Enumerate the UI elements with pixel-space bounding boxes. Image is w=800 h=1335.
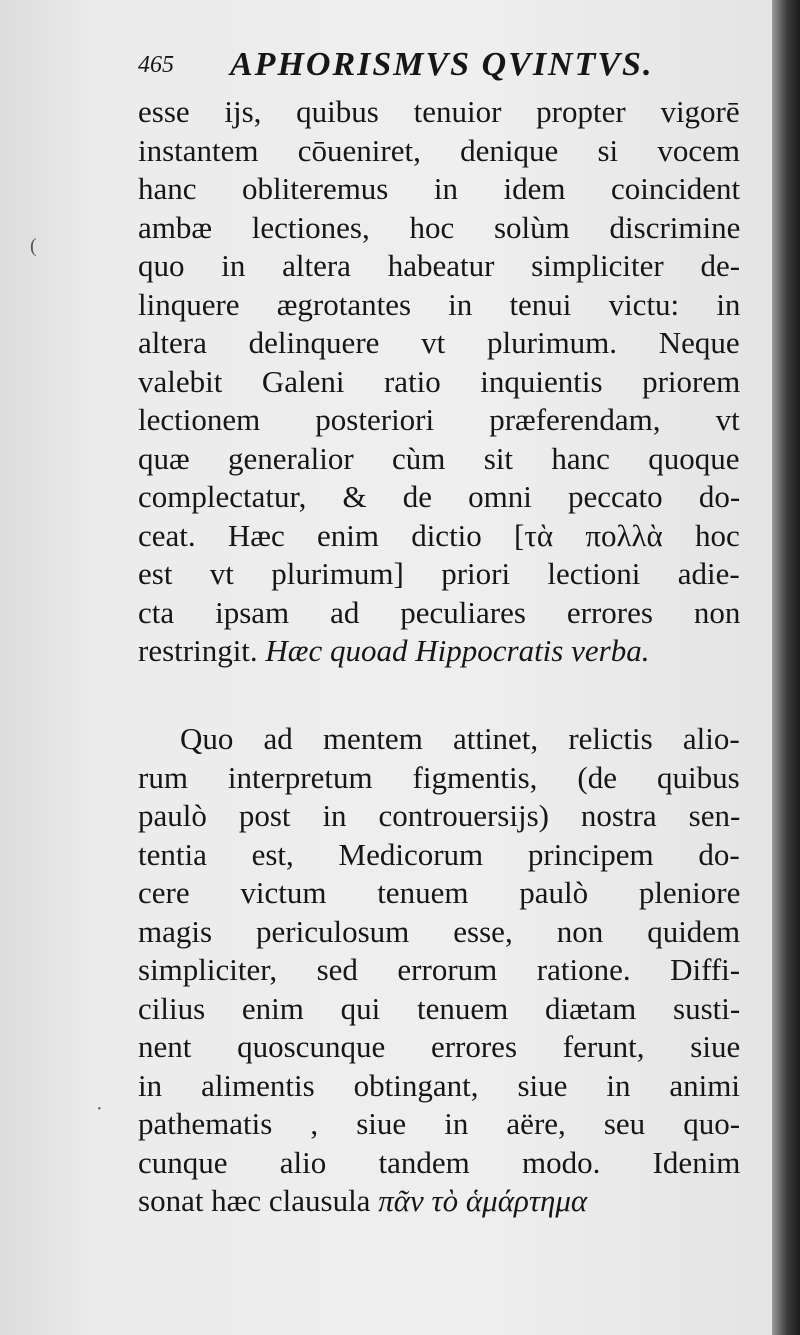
text-line: esse ijs, quibus tenuior propter vigorē xyxy=(138,94,740,129)
text-fragment: sonat hæc clausula xyxy=(138,1183,371,1218)
text-line: magis periculosum esse, non quidem xyxy=(138,914,741,949)
text-line: linquere ægrotantes in tenui victu: in xyxy=(138,287,741,322)
text-line: tentia est, Medicorum principem do- xyxy=(138,837,740,872)
text-line: instantem cōueniret, denique si vocem xyxy=(138,133,741,168)
text-line: quæ generalior cùm sit hanc quoque xyxy=(138,441,740,476)
page-header xyxy=(138,46,738,86)
text-fragment: restringit. xyxy=(138,633,258,668)
text-line: ambæ lectiones, hoc solùm discrimine xyxy=(138,210,741,245)
page-gutter-shadow xyxy=(772,0,800,1335)
running-title: APHORISMVS QVINTVS. xyxy=(230,46,654,83)
text-line-last xyxy=(138,1181,587,1221)
text-line: ceat. Hæc enim dictio [τὰ πολλὰ hoc xyxy=(138,518,740,553)
closing-greek-phrase: πᾶν τὸ ἁμάρτημα xyxy=(378,1183,588,1218)
text-line: rum interpretum figmentis, (de quibus xyxy=(138,760,740,795)
text-line: quo in altera habeatur simpliciter de- xyxy=(138,248,741,283)
text-line: simpliciter, sed errorum ratione. Diffi- xyxy=(138,952,741,987)
text-line: nent quoscunque errores ferunt, siue xyxy=(138,1029,741,1064)
text-line: hanc obliteremus in idem coincident xyxy=(138,171,741,206)
text-line: cunque alio tandem modo. Idenim xyxy=(138,1145,741,1180)
text-line: cere victum tenuem paulò pleniore xyxy=(138,875,741,910)
text-line-indented: Quo ad mentem attinet, relictis alio- xyxy=(180,721,740,756)
text-line: pathematis , siue in aëre, seu quo- xyxy=(138,1106,741,1141)
closing-italic-phrase: Hæc quoad Hippocratis verba. xyxy=(265,633,650,668)
margin-speck: · xyxy=(96,1098,103,1120)
text-line: paulò post in controuersijs) nostra sen- xyxy=(138,798,741,833)
margin-speck: ( xyxy=(30,235,37,257)
text-line: lectionem posteriori præferendam, vt xyxy=(138,402,740,437)
text-line: altera delinquere vt plurimum. Neque xyxy=(138,325,740,360)
text-line: est vt plurimum] priori lectioni adie- xyxy=(138,556,740,591)
text-line: cilius enim qui tenuem diætam susti- xyxy=(138,991,741,1026)
text-line: valebit Galeni ratio inquientis priorem xyxy=(138,364,741,399)
text-line: cta ipsam ad peculiares errores non xyxy=(138,595,741,630)
text-line: complectatur, & de omni peccato do- xyxy=(138,479,741,514)
page-number: 465 xyxy=(138,52,174,78)
text-line-last xyxy=(138,631,649,671)
text-line: in alimentis obtingant, siue in animi xyxy=(138,1068,741,1103)
